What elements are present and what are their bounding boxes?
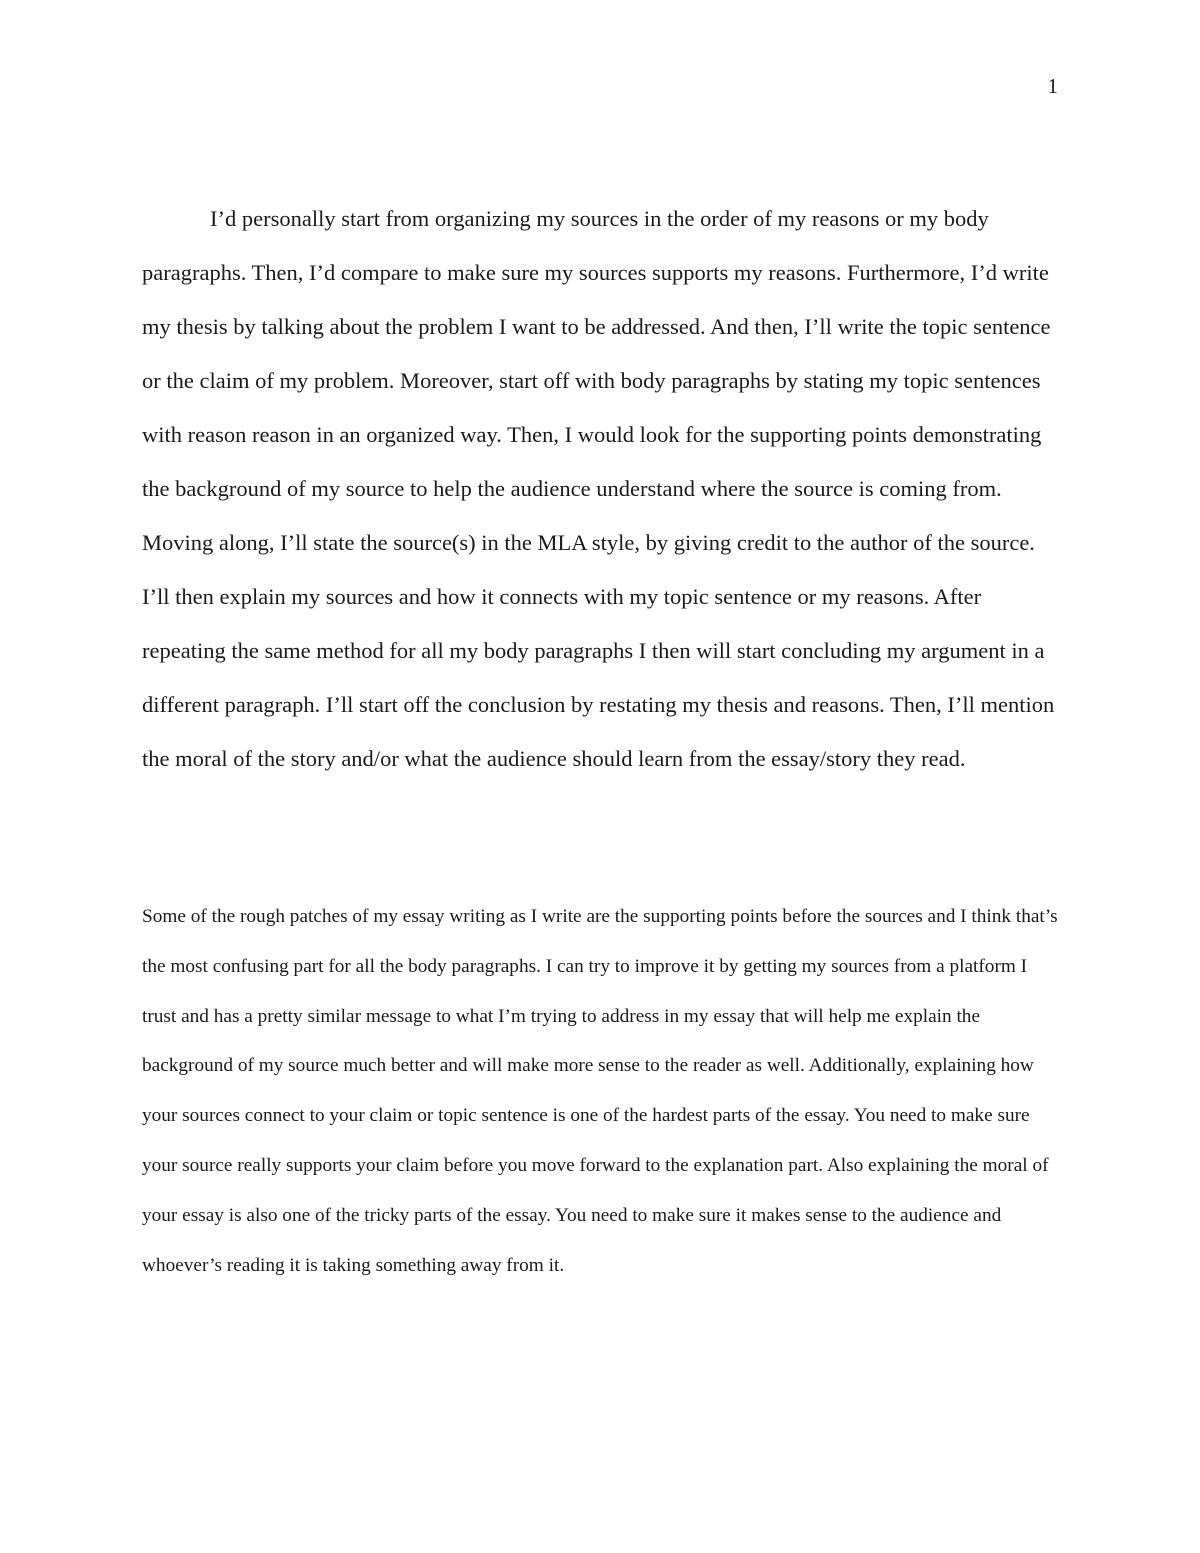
body-paragraph-1: I’d personally start from organizing my sources in the order of my reasons or my body paragraphs. Then, I’d compare to make sure my sources supports my reasons. Furthermore, I’d write my thesis by talking about the problem I want to be addressed. And then, I’ll write the topic sentence or the claim of my problem. Moreover, start off with body paragraphs by stating my topic sentences with reason reason in an organized way. Then, I would look for the supporting points demonstrating the background of my source to help the audience understand where the source is coming from. Moving along, I’ll state the source(s) in the MLA style, by giving credit to the author of the source. I’ll then explain my sources and how it connects with my topic sentence or my reasons. After repeating the same method for all my body paragraphs I then will start concluding my argument in a different paragraph. I’ll start off the conclusion by restating my thesis and reasons. Then, I’ll mention the moral of the story and/or what the audience should learn from the essay/story they read.: [142, 206, 1055, 771]
body-paragraph-2: Some of the rough patches of my essay writing as I write are the supporting points before the sources and I think that’s the most confusing part for all the body paragraphs. I can try to improve it by getting my sources from a platform I trust and has a pretty similar message to what I’m trying to address in my essay that will help me explain the background of my source much better and will make more sense to the reader as well. Additionally, explaining how your sources connect to your claim or topic sentence is one of the hardest parts of the essay. You need to make sure your source really supports your claim before you move forward to the explanation part. Also explaining the moral of your essay is also one of the tricky parts of the essay. You need to make sure it makes sense to the audience and whoever’s reading it is taking something away from it.: [142, 906, 1058, 1276]
page-number: 1: [1047, 74, 1058, 98]
